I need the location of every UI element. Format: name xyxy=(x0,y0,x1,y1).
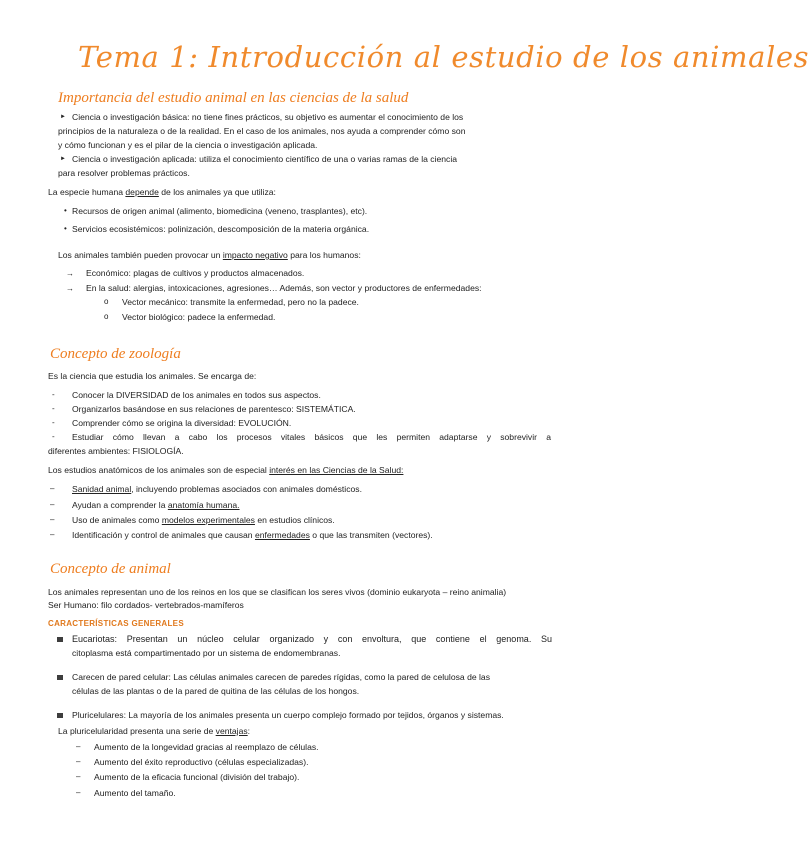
list-item: Uso de animales como modelos experimentales en estudios clínicos. xyxy=(72,515,335,525)
dash-bullet: – xyxy=(50,515,55,524)
list-item: Servicios ecosistémicos: polinización, descomposición de la materia orgánica. xyxy=(72,224,370,234)
feature-line: Eucariotas: Presentan un núcleo celular organizado y con envoltura, que contiene el genoma. Su xyxy=(72,634,552,644)
list-item: Comprender cómo se origina la diversidad: EVOLUCIÓN. xyxy=(72,418,292,428)
square-bullet-icon xyxy=(57,637,63,642)
dash-bullet: - xyxy=(52,390,55,399)
dash-bullet: – xyxy=(50,484,55,493)
square-bullet-icon xyxy=(57,713,63,718)
paragraph-line: y cómo funcionan y es el pilar de la ciencia o investigación aplicada. xyxy=(58,140,318,150)
list-item: Vector mecánico: transmite la enfermedad, pero no la padece. xyxy=(122,297,359,307)
square-bullet-icon xyxy=(57,675,63,680)
section-heading-importancia: Importancia del estudio animal en las ciencias de la salud xyxy=(58,90,409,106)
arrow-bullet: ► xyxy=(60,114,66,120)
list-item: Identificación y control de animales que causan enfermedades o que las transmiten (vectores). xyxy=(72,530,433,540)
paragraph-line: Los animales representan uno de los reinos en los que se clasifican los seres vivos (dominio eukaryota – reino animalia) xyxy=(48,587,507,597)
dot-bullet: • xyxy=(64,206,67,215)
dot-bullet: • xyxy=(64,224,67,233)
list-item: Vector biológico: padece la enfermedad. xyxy=(122,312,276,322)
circle-bullet: o xyxy=(104,297,109,306)
paragraph-line: para resolver problemas prácticos. xyxy=(58,168,190,178)
list-item: Sanidad animal, incluyendo problemas asociados con animales domésticos. xyxy=(72,484,362,494)
dash-bullet: – xyxy=(50,530,55,539)
subheading-caracteristicas: CARACTERÍSTICAS GENERALES xyxy=(48,619,184,628)
dash-bullet: - xyxy=(52,418,55,427)
dash-bullet: – xyxy=(76,772,81,781)
dash-bullet: – xyxy=(76,788,81,797)
dash-bullet: – xyxy=(76,742,81,751)
dash-bullet: - xyxy=(52,432,55,441)
list-item: Ayudan a comprender la anatomía humana. xyxy=(72,500,240,510)
list-item: Aumento del tamaño. xyxy=(94,788,176,798)
feature-line: citoplasma está compartimentado por un sistema de endomembranas. xyxy=(72,648,341,658)
paragraph-line: Ciencia o investigación básica: no tiene fines prácticos, su objetivo es aumentar el conocimiento de los xyxy=(72,112,464,122)
dash-bullet: – xyxy=(50,500,55,509)
dash-bullet: – xyxy=(76,757,81,766)
arrow-bullet: → xyxy=(66,284,74,293)
paragraph-line: Ciencia o investigación aplicada: utiliza el conocimiento científico de una o varias ramas de la ciencia xyxy=(72,154,458,164)
list-item: diferentes ambientes: FISIOLOGÍA. xyxy=(48,446,184,456)
list-item: Organizarlos basándose en sus relaciones de parentesco: SISTEMÁTICA. xyxy=(72,404,356,414)
page-title: Tema 1: Introducción al estudio de los animales xyxy=(78,40,809,74)
list-item: Recursos de origen animal (alimento, biomedicina (veneno, trasplantes), etc). xyxy=(72,206,368,216)
list-item: Económico: plagas de cultivos y productos almacenados. xyxy=(86,268,305,278)
advantages-intro: La pluricelularidad presenta una serie de ventajas: xyxy=(58,726,251,736)
impact-intro: Los animales también pueden provocar un impacto negativo para los humanos: xyxy=(58,250,361,260)
paragraph-line: Ser Humano: filo cordados- vertebrados-mamíferos xyxy=(48,600,244,610)
list-item: Aumento de la eficacia funcional (división del trabajo). xyxy=(94,772,300,782)
depends-intro: La especie humana depende de los animales ya que utiliza: xyxy=(48,187,276,197)
list-item: Aumento del éxito reproductivo (células especializadas). xyxy=(94,757,309,767)
arrow-bullet: → xyxy=(66,269,74,278)
list-item: Estudiar cómo llevan a cabo los procesos vitales básicos que les permiten adaptarse y sobrevivir a xyxy=(72,432,551,442)
circle-bullet: o xyxy=(104,312,109,321)
feature-line: células de las plantas o de la pared de quitina de las células de los hongos. xyxy=(72,686,360,696)
paragraph-line: principios de la naturaleza o de la realidad. En el caso de los animales, nos ayuda a comprender cómo son xyxy=(58,126,466,136)
anatomy-intro: Los estudios anatómicos de los animales son de especial interés en las Ciencias de la Salud: xyxy=(48,465,404,475)
list-item: En la salud: alergias, intoxicaciones, agresiones… Además, son vector y productores de enfermedades: xyxy=(86,283,482,293)
feature-line: Carecen de pared celular: Las células animales carecen de paredes rígidas, como la pared de celulosa de las xyxy=(72,672,490,682)
paragraph-line: Es la ciencia que estudia los animales. Se encarga de: xyxy=(48,371,257,381)
feature-line: Pluricelulares: La mayoría de los animales presenta un cuerpo complejo formado por tejidos, órganos y sistemas. xyxy=(72,710,504,720)
list-item: Aumento de la longevidad gracias al reemplazo de células. xyxy=(94,742,319,752)
arrow-bullet: ► xyxy=(60,156,66,162)
section-heading-zoologia: Concepto de zoología xyxy=(50,346,181,362)
section-heading-animal: Concepto de animal xyxy=(50,561,171,577)
list-item: Conocer la DIVERSIDAD de los animales en todos sus aspectos. xyxy=(72,390,321,400)
dash-bullet: - xyxy=(52,404,55,413)
